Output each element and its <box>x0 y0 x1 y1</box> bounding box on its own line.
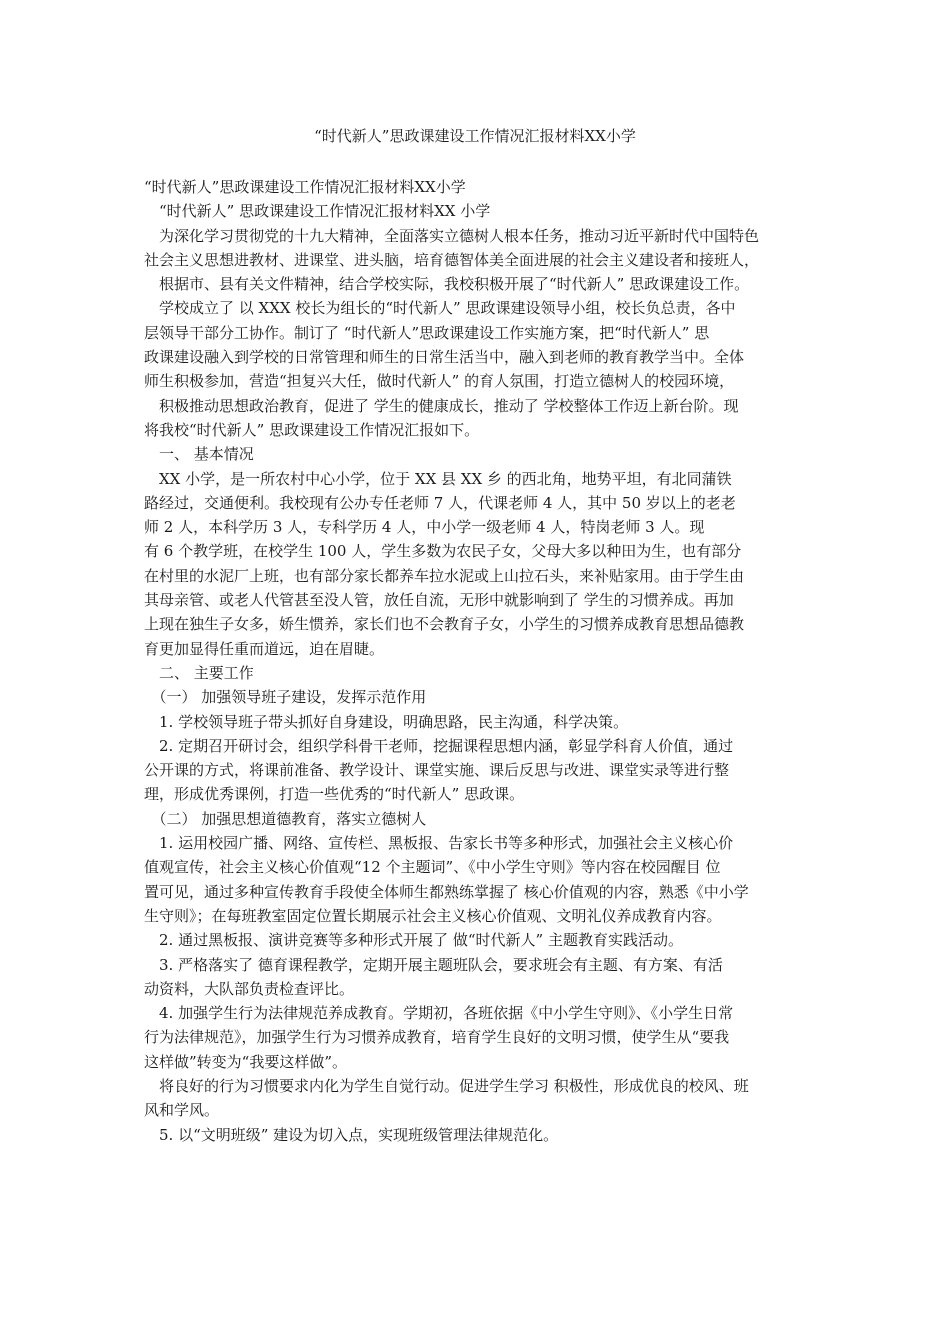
text-line: 3. 严格落实了 德育课程教学，定期开展主题班队会，要求班会有主题、有方案、有活 <box>144 955 723 974</box>
text-line: 行为法律规范》，加强学生行为习惯养成教育，培育学生良好的文明习惯，使学生从“要我 <box>144 1028 730 1047</box>
document-body <box>144 175 824 1147</box>
text-line: 置可见，通过多种宣传教育手段使全体师生都熟练掌握了 核心价值观的内容，熟悉《中小学 <box>144 882 749 901</box>
text-line: （一） 加强领导班子建设，发挥示范作用 <box>144 688 427 707</box>
text-line: 1. 运用校园广播、网络、宣传栏、黑板报、告家长书等多种形式，加强社会主义核心价 <box>144 834 734 853</box>
text-line: 风和学风。 <box>144 1101 220 1120</box>
text-line: XX 小学，是一所农村中心小学，位于 XX 县 XX 乡 的西北角，地势平坦，有北同蒲铁 <box>144 469 732 488</box>
text-line: 师 2 人，本科学历 3 人，专科学历 4 人，中小学一级老师 4 人，特岗老师 3 人。现 <box>144 518 705 537</box>
text-line: 育更加显得任重而道远，迫在眉睫。 <box>144 639 385 658</box>
text-line: 2. 通过黑板报、演讲竞赛等多种形式开展了 做“时代新人” 主题教育实践活动。 <box>144 931 683 950</box>
document-title: “时代新人”思政课建设工作情况汇报材料XX小学 <box>314 127 636 145</box>
text-line: （二） 加强思想道德教育，落实立德树人 <box>144 809 427 828</box>
text-line: 理，形成优秀课例，打造一些优秀的“时代新人” 思政课。 <box>144 785 525 804</box>
text-line: 政课建设融入到学校的日常管理和师生的日常生活当中，融入到老师的教育教学当中。全体 <box>144 348 745 367</box>
text-line: 2. 定期召开研讨会，组织学科骨干老师，挖掘课程思想内涵，彰显学科育人价值，通过 <box>144 736 734 755</box>
text-line: 将我校“时代新人” 思政课建设工作情况汇报如下。 <box>144 420 480 439</box>
text-line: 学校成立了 以 XXX 校长为组长的“时代新人” 思政课建设领导小组，校长负总责，各中 <box>144 299 736 318</box>
text-line: 层领导干部分工协作。制订了 “时代新人”思政课建设工作实施方案，把“时代新人” 思 <box>144 323 710 342</box>
text-line: 其母亲管、或老人代管甚至没人管，放任自流，无形中就影响到了 学生的习惯养成。再加 <box>144 591 734 610</box>
text-line: 一、 基本情况 <box>144 445 254 464</box>
text-line: 上现在独生子女多，娇生惯养，家长们也不会教育子女，小学生的习惯养成教育思想品德教 <box>144 615 745 634</box>
text-line: 值观宣传，社会主义核心价值观“12 个主题词”、《中小学生守则》等内容在校园醒目 位 <box>144 858 721 877</box>
text-line: 二、 主要工作 <box>144 663 254 682</box>
text-line: 根据市、县有关文件精神，结合学校实际，我校积极开展了“时代新人” 思政课建设工作。 <box>144 275 750 294</box>
text-line: 4. 加强学生行为法律规范养成教育。学期初，各班依据《中小学生守则》、《小学生日常 <box>144 1004 734 1023</box>
text-line: “时代新人”思政课建设工作情况汇报材料XX小学 <box>144 178 466 196</box>
text-line: 师生积极参加，营造“担复兴大任，做时代新人” 的育人氛围，打造立德树人的校园环境， <box>144 372 735 391</box>
text-line: 为深化学习贯彻党的十九大精神，全面落实立德树人根本任务，推动习近平新时代中国特色 <box>144 226 760 245</box>
text-line: 动资料，大队部负责检查评比。 <box>144 979 355 998</box>
text-line: 这样做”转变为“我要这样做”。 <box>144 1052 348 1071</box>
text-line: 1. 学校领导班子带头抓好自身建设，明确思路，民主沟通，科学决策。 <box>144 712 629 731</box>
text-line: 公开课的方式，将课前准备、教学设计、课堂实施、课后反思与改进、课堂实录等进行整 <box>144 761 730 780</box>
text-line: 5. 以“文明班级” 建设为切入点，实现班级管理法律规范化。 <box>144 1125 559 1144</box>
text-line: 路经过，交通便利。我校现有公办专任老师 7 人，代课老师 4 人，其中 50 岁以上的老老 <box>144 493 736 512</box>
text-line: 生守则》；在每班教室固定位置长期展示社会主义核心价值观、文明礼仪养成教育内容。 <box>144 906 722 925</box>
text-line: 将良好的行为习惯要求内化为学生自觉行动。促进学生学习 积极性，形成优良的校风、班 <box>144 1076 749 1095</box>
text-line: 在村里的水泥厂上班，也有部分家长都养车拉水泥或上山拉石头，来补贴家用。由于学生由 <box>144 566 745 585</box>
text-line: 有 6 个教学班，在校学生 100 人，学生多数为农民子女，父母大多以种田为生，也有部分 <box>144 542 742 561</box>
text-line: “时代新人” 思政课建设工作情况汇报材料XX 小学 <box>144 202 491 221</box>
text-line: 积极推动思想政治教育，促进了 学生的健康成长，推动了 学校整体工作迈上新台阶。现 <box>144 396 739 415</box>
text-line: 社会主义思想进教材、进课堂、进头脑，培育德智体美全面进展的社会主义建设者和接班人， <box>144 250 760 269</box>
